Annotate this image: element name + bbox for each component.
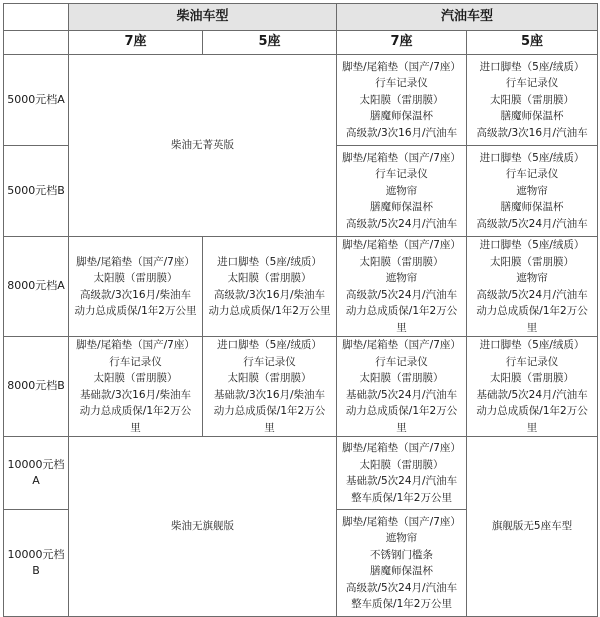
- row-label: 8000元档A: [4, 237, 69, 337]
- package-item-line: 脚垫/尾箱垫（国产/7座）: [342, 515, 461, 528]
- petrol-7-seat-header: 7座: [337, 31, 467, 55]
- package-item-line: 进口脚垫（5座/绒质）: [217, 255, 322, 268]
- package-cell: [69, 337, 203, 437]
- package-item-line: 进口脚垫（5座/绒质）: [217, 339, 322, 351]
- package-item-line: 脚垫/尾箱垫（国产/7座）: [76, 339, 195, 351]
- package-item-line: 整车质保/1年2万公里: [351, 598, 452, 610]
- package-item-line: 脚垫/尾箱垫（国产/7座）: [342, 151, 461, 164]
- petrol-header: 汽油车型: [337, 4, 598, 31]
- row-label: 8000元档B: [4, 337, 69, 437]
- row-label: 10000元档B: [4, 510, 69, 617]
- package-item-line: 太阳膜（雷朋膜）: [227, 272, 312, 284]
- package-item-line: 太阳膜（雷朋膜）: [93, 372, 178, 384]
- package-item-line: 整车质保/1年2万公里: [351, 491, 452, 504]
- package-item-line: 动力总成质保/1年2万公里: [208, 305, 331, 317]
- package-item-line: 动力总成质保/1年2万公: [476, 305, 588, 317]
- package-item-line: 膳魔师保温杯: [370, 201, 434, 214]
- package-item-line: 高级款/5次24月/汽油车: [476, 288, 588, 301]
- table-row: [4, 55, 598, 146]
- package-item-line: 太阳膜（雷朋膜）: [359, 255, 444, 268]
- package-item-line: 行车记录仪: [375, 355, 428, 368]
- package-item-line: 基础款/5次24月/汽油车: [345, 475, 458, 487]
- package-item-line: 脚垫/尾箱垫（国产/7座）: [342, 442, 461, 454]
- package-cell: [337, 437, 467, 510]
- package-cell: [337, 337, 467, 437]
- diesel-5-seat-header: 5座: [203, 31, 337, 55]
- package-item-line: 基础款/5次24月/汽油车: [476, 388, 588, 401]
- package-item-line: 高级款/3次16月/汽油车: [476, 126, 588, 139]
- package-item-line: 进口脚垫（5座/绒质）: [479, 151, 585, 164]
- package-item-line: 太阳膜（雷朋膜）: [490, 93, 575, 106]
- package-item-line: 遮物帘: [516, 272, 548, 284]
- package-item-line: 太阳膜（雷朋膜）: [490, 255, 575, 268]
- package-item-line: 基础款/3次16月/柴油车: [79, 388, 192, 401]
- package-item-line: 高级款/3次16月/汽油车: [345, 126, 458, 139]
- package-item-line: 遮物帘: [385, 184, 418, 197]
- package-item-line: 行车记录仪: [109, 355, 162, 368]
- row-label: 10000元档A: [4, 437, 69, 510]
- package-item-line: 膳魔师保温杯: [500, 110, 564, 123]
- row-label: 5000元档B: [4, 146, 69, 237]
- package-item-line: 高级款/5次24月/汽油车: [345, 288, 458, 301]
- package-item-line: 脚垫/尾箱垫（国产/7座）: [342, 239, 461, 251]
- package-comparison-table: [3, 3, 598, 617]
- package-item-line: 动力总成质保/1年2万公: [213, 405, 326, 417]
- package-item-line: 里: [526, 321, 538, 334]
- table-row: [4, 437, 598, 510]
- package-item-line: 动力总成质保/1年2万公: [345, 405, 458, 417]
- petrol-5-seat-header: 5座: [467, 31, 598, 55]
- package-item-line: 进口脚垫（5座/绒质）: [479, 60, 585, 73]
- package-cell: [69, 237, 203, 337]
- package-item-line: 太阳膜（雷朋膜）: [359, 458, 444, 471]
- package-item-line: 行车记录仪: [505, 355, 559, 368]
- header-row-seats: [4, 31, 598, 55]
- package-item-line: 里: [130, 421, 141, 434]
- package-item-line: 不锈钢门槛条: [370, 548, 434, 561]
- package-item-line: 膳魔师保温杯: [370, 565, 434, 577]
- package-item-line: 动力总成质保/1年2万公里: [74, 305, 197, 317]
- diesel-7-seat-header: 7座: [69, 31, 203, 55]
- corner-cell-2: [4, 31, 69, 55]
- package-cell: [467, 237, 598, 337]
- petrol-5-seat-merged-cell: 旗舰版无5座车型: [467, 437, 598, 617]
- package-item-line: 里: [526, 421, 538, 434]
- package-item-line: 脚垫/尾箱垫（国产/7座）: [76, 255, 195, 268]
- package-item-line: 脚垫/尾箱垫（国产/7座）: [342, 339, 461, 351]
- diesel-merged-cell: 柴油无旗舰版: [69, 437, 337, 617]
- package-item-line: 膳魔师保温杯: [370, 110, 434, 123]
- package-cell: [203, 337, 337, 437]
- package-item-line: 太阳膜（雷朋膜）: [93, 272, 178, 284]
- package-item-line: 动力总成质保/1年2万公: [79, 405, 192, 417]
- package-item-line: 遮物帘: [385, 272, 418, 284]
- header-row-fuel: [4, 4, 598, 31]
- package-item-line: 里: [396, 321, 407, 334]
- package-item-line: 行车记录仪: [375, 168, 428, 181]
- package-item-line: 高级款/5次24月/汽油车: [476, 217, 588, 230]
- package-item-line: 遮物帘: [385, 532, 418, 544]
- package-item-line: 高级款/3次16月/柴油车: [213, 288, 326, 301]
- package-cell: [337, 510, 467, 617]
- package-item-line: 动力总成质保/1年2万公: [345, 305, 458, 317]
- package-item-line: 里: [396, 421, 407, 434]
- package-item-line: 基础款/3次16月/柴油车: [213, 388, 326, 401]
- package-item-line: 太阳膜（雷朋膜）: [490, 372, 575, 384]
- package-item-line: 行车记录仪: [243, 355, 296, 368]
- package-cell: [467, 146, 598, 237]
- package-cell: [203, 237, 337, 337]
- package-item-line: 膳魔师保温杯: [500, 201, 564, 214]
- package-item-line: 高级款/3次16月/柴油车: [79, 288, 192, 301]
- package-item-line: 太阳膜（雷朋膜）: [227, 372, 312, 384]
- package-item-line: 高级款/5次24月/汽油车: [345, 217, 458, 230]
- package-cell: [337, 55, 467, 146]
- corner-cell: [4, 4, 69, 31]
- package-cell: [337, 146, 467, 237]
- package-item-line: 基础款/5次24月/汽油车: [345, 388, 458, 401]
- package-item-line: 太阳膜（雷朋膜）: [359, 372, 444, 384]
- diesel-merged-cell: 柴油无菁英版: [69, 55, 337, 237]
- package-item-line: 遮物帘: [516, 184, 548, 197]
- package-item-line: 里: [264, 421, 275, 434]
- package-item-line: 进口脚垫（5座/绒质）: [479, 239, 585, 251]
- package-cell: [467, 55, 598, 146]
- package-item-line: 进口脚垫（5座/绒质）: [479, 339, 585, 351]
- package-cell: [467, 337, 598, 437]
- package-item-line: 行车记录仪: [505, 77, 559, 90]
- package-item-line: 行车记录仪: [375, 77, 428, 90]
- package-item-line: 动力总成质保/1年2万公: [476, 405, 588, 417]
- package-cell: [337, 237, 467, 337]
- diesel-header: 柴油车型: [69, 4, 337, 31]
- package-item-line: 高级款/5次24月/汽油车: [345, 581, 458, 594]
- table-row: [4, 337, 598, 437]
- package-item-line: 脚垫/尾箱垫（国产/7座）: [342, 60, 461, 73]
- package-item-line: 太阳膜（雷朋膜）: [359, 93, 444, 106]
- table-row: [4, 237, 598, 337]
- row-label: 5000元档A: [4, 55, 69, 146]
- package-item-line: 行车记录仪: [505, 168, 559, 181]
